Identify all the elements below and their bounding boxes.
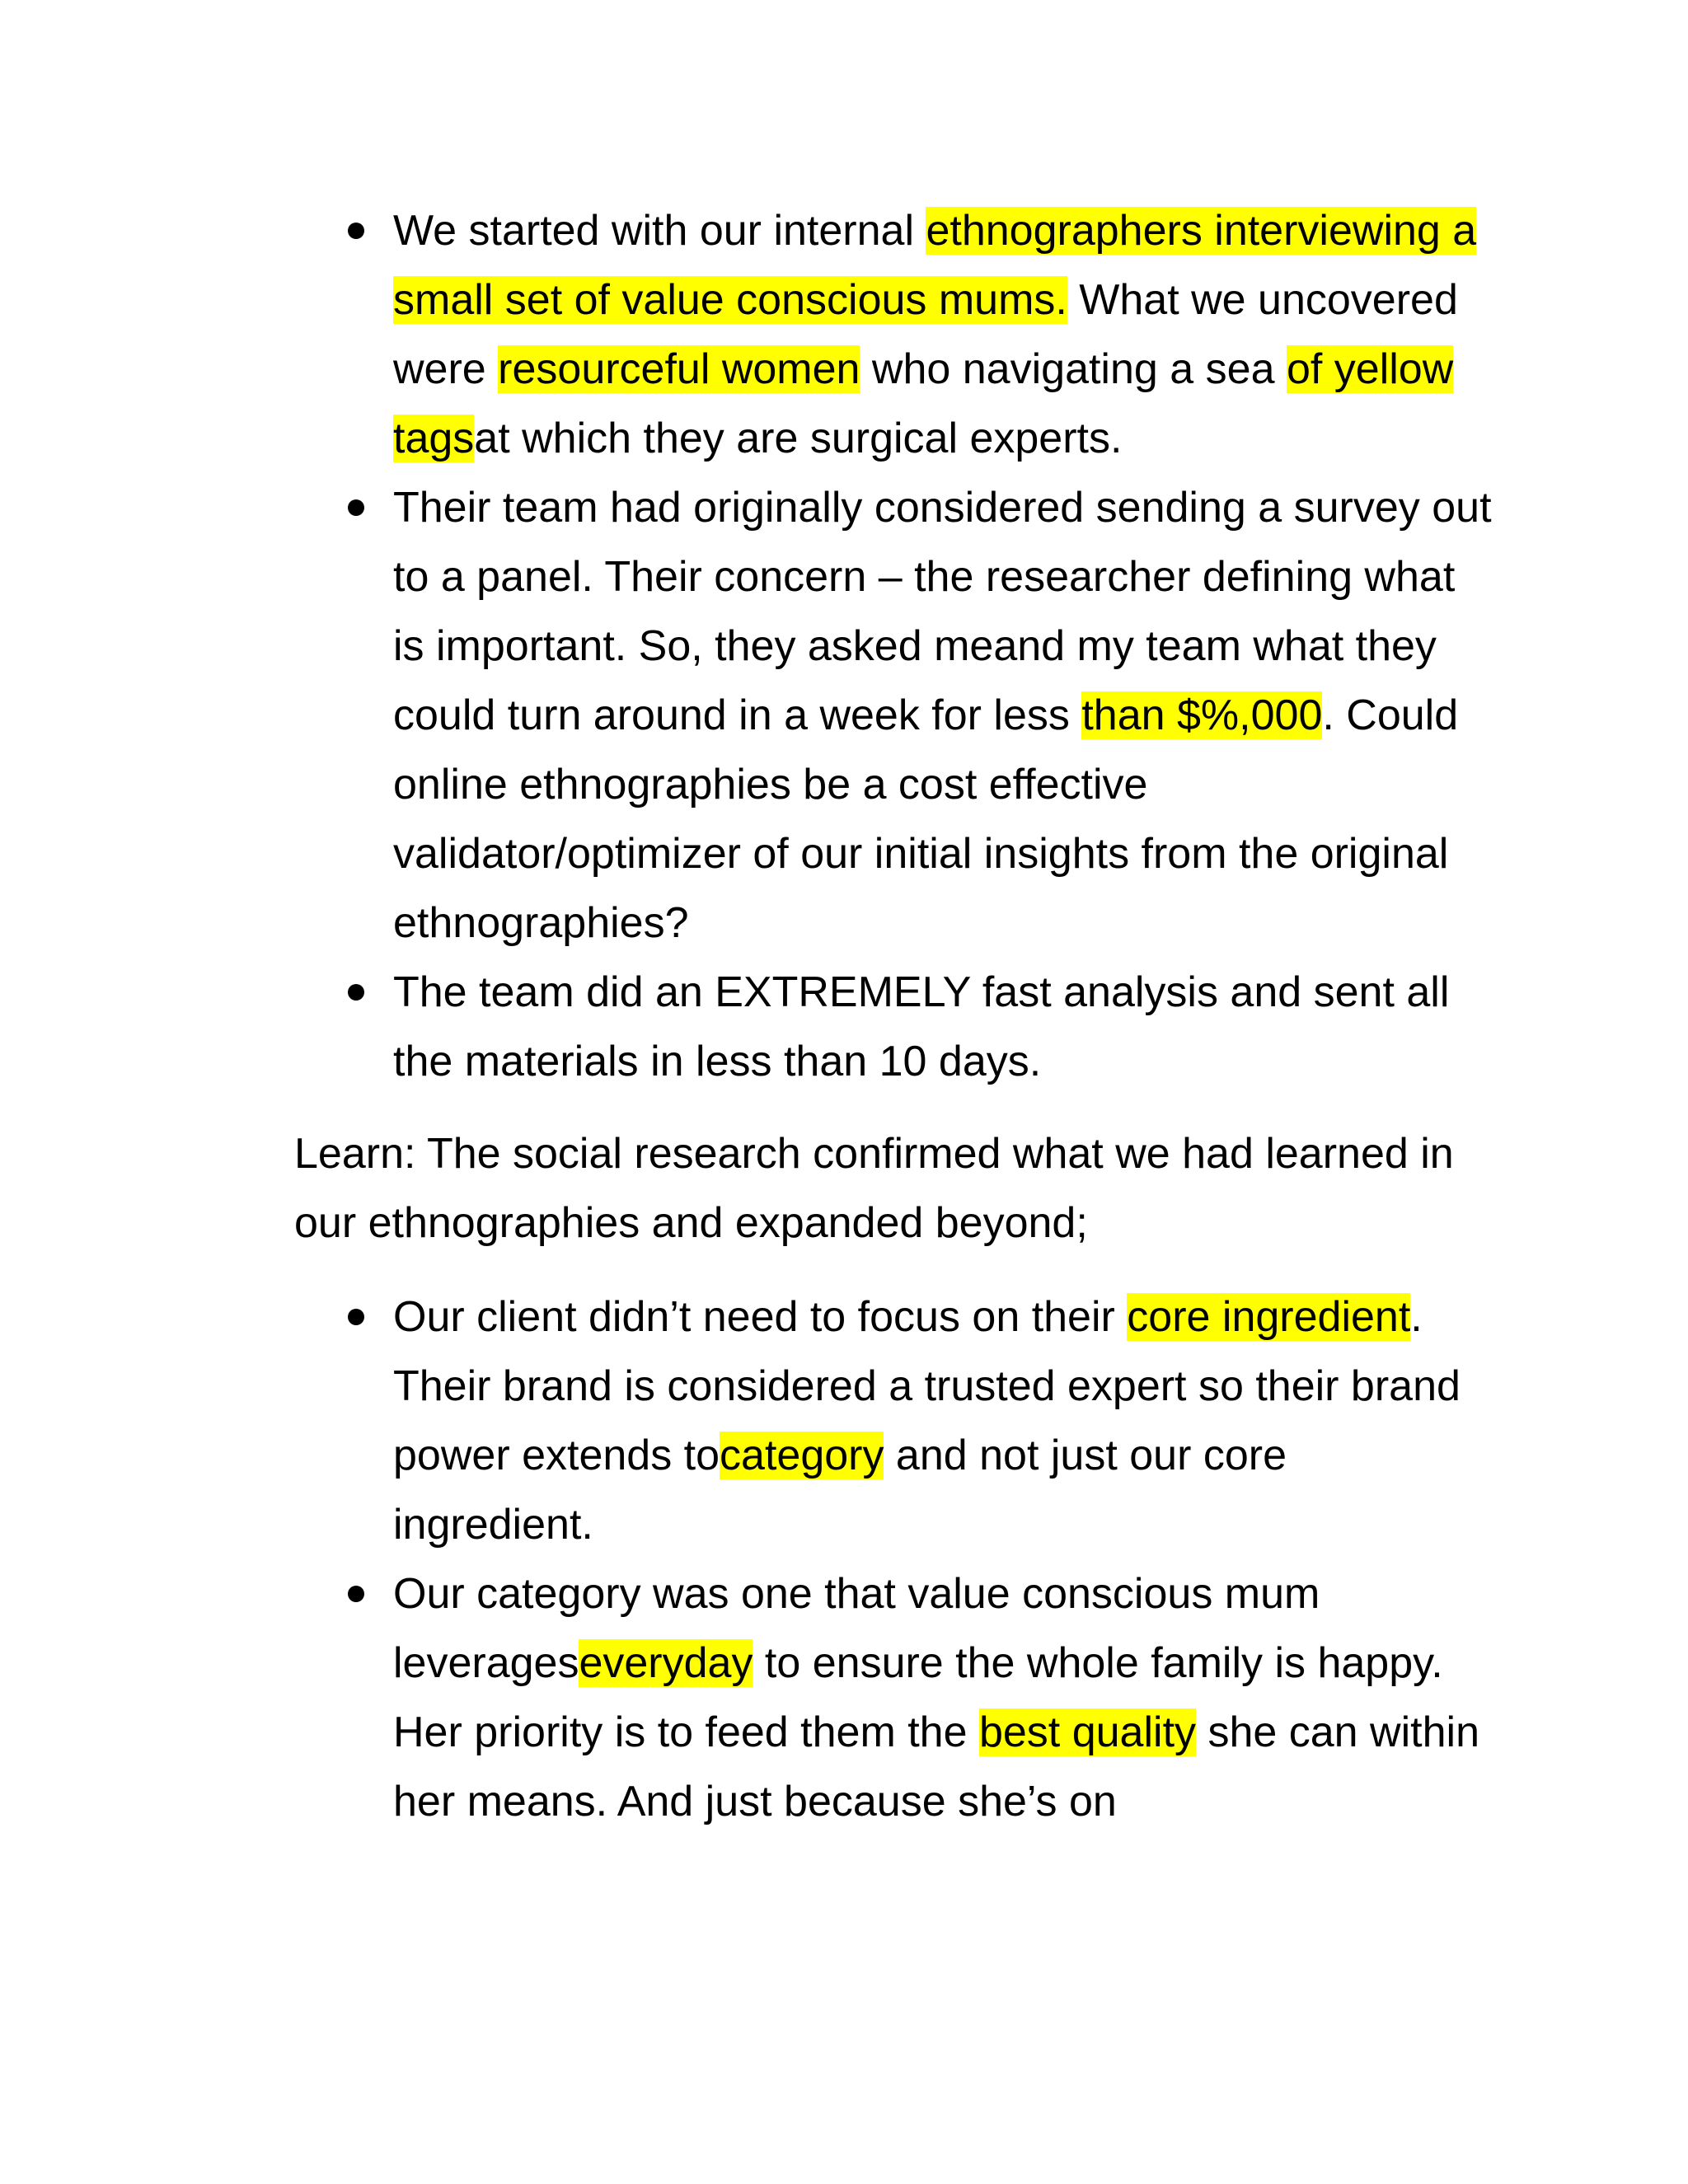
highlighted-text: than $%,000: [1081, 691, 1323, 739]
highlighted-text: resourceful women: [498, 345, 860, 393]
highlighted-text: of yellow tags: [393, 345, 1454, 462]
bullet-text-segment: Our client didn’t need to focus on their: [393, 1293, 1128, 1341]
bullet-icon: [348, 984, 364, 1001]
bullet-text-segment: . Could online ethnographies be a cost effective validator/optimizer of our initial insights from the original ethnographies?: [393, 691, 1459, 947]
bullet-text-segment: What we uncovered were: [393, 276, 1458, 393]
bullet-icon: [348, 1586, 364, 1602]
bullet-list-learnings: [294, 1282, 1498, 1836]
bullet-text-segment: she can within her means. And just because she’s on: [393, 1708, 1479, 1825]
bullet-icon: [348, 223, 364, 239]
bullet-text-segment: We started with our internal: [393, 207, 926, 255]
highlighted-text: core ingredient: [1127, 1293, 1411, 1341]
bullet-text-segment: The team did an EXTREMELY fast analysis and sent all the materials in less than 10 days.: [393, 968, 1450, 1085]
bullet-item-core-ingredient: [294, 1282, 1498, 1559]
bullet-text-segment: who navigating a sea: [860, 345, 1287, 393]
bullet-text-segment: at which they are surgical experts.: [474, 415, 1123, 462]
bullet-list-findings: [294, 196, 1498, 1096]
learn-paragraph: Learn: The social research confirmed what we had learned in our ethnographies and expanded beyond;: [294, 1130, 1454, 1247]
bullet-icon: [348, 499, 364, 516]
bullet-text-segment: to ensure the whole family is happy. Her priority is to feed them the: [393, 1639, 1443, 1756]
bullet-text-segment: and not just our core ingredient.: [393, 1432, 1287, 1549]
bullet-item-category: [294, 1559, 1498, 1836]
bullet-item-survey: [294, 473, 1498, 958]
bullet-icon: [348, 1309, 364, 1325]
document-body: [294, 196, 1498, 1836]
bullet-item-analysis: [294, 958, 1498, 1096]
bullet-text-segment: Our category was one that value conscious mum leverages: [393, 1570, 1320, 1687]
highlighted-text: ethnographers interviewing a small set of value conscious mums.: [393, 207, 1477, 324]
highlighted-text: everyday: [579, 1639, 753, 1687]
bullet-text-segment: . Their brand is considered a trusted expert so their brand power extends to: [393, 1293, 1461, 1479]
bullet-item-ethnographers: [294, 196, 1498, 473]
highlighted-text: best quality: [978, 1708, 1197, 1756]
bullet-text-segment: Their team had originally considered sending a survey out to a panel. Their concern – the researcher defining what is important. So, they asked meand my team what they could turn around in a week for less: [393, 484, 1492, 739]
highlighted-text: category: [720, 1432, 884, 1479]
